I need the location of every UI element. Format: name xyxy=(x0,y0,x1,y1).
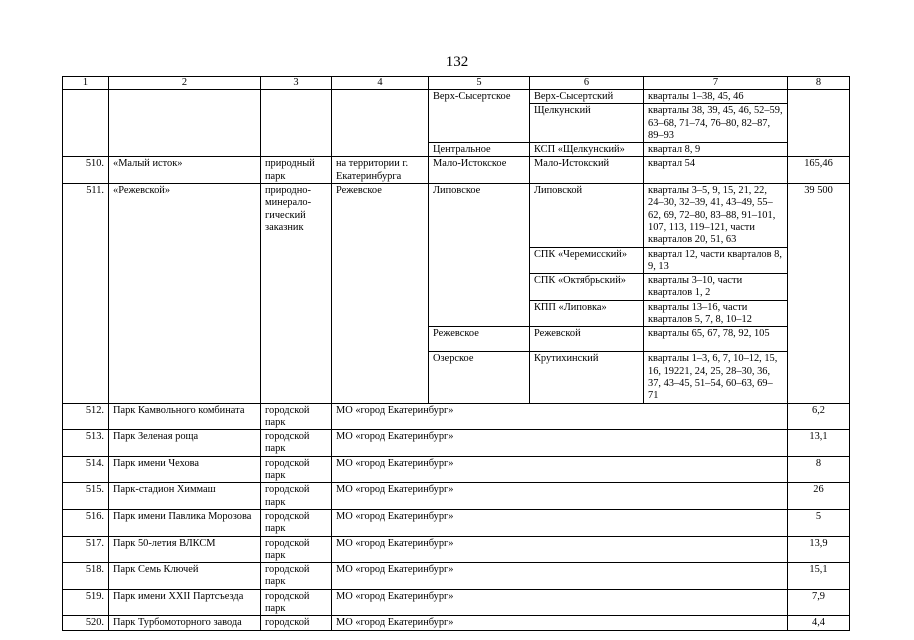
cell-name: Парк имени Павлика Морозова xyxy=(109,509,261,536)
cell-forestry: Липовское xyxy=(429,184,530,327)
cell-location: МО «город Екатеринбург» xyxy=(332,616,788,630)
cell-forestry: Озерское xyxy=(429,352,530,403)
cell-location: на территории г. Екатеринбурга xyxy=(332,157,429,184)
cell-number: 516. xyxy=(63,509,109,536)
cell-forestry: Мало-Истокское xyxy=(429,157,530,184)
cell-area: 7,9 xyxy=(788,589,850,616)
cell-location xyxy=(332,90,429,157)
table-row xyxy=(63,589,850,616)
cell-number: 513. xyxy=(63,430,109,457)
cell-name: Парк 50-летия ВЛКСМ xyxy=(109,536,261,563)
cell-district: КСП «Щелкунский» xyxy=(530,143,644,157)
table-row xyxy=(63,616,850,630)
cell-location: Режевское xyxy=(332,184,429,403)
cell-location: МО «город Екатеринбург» xyxy=(332,403,788,430)
cell-forestry: Режевское xyxy=(429,327,530,352)
cell-location: МО «город Екатеринбург» xyxy=(332,483,788,510)
header-cell: 1 xyxy=(63,77,109,90)
cell-name: Парк-стадион Химмаш xyxy=(109,483,261,510)
cell-area: 4,4 xyxy=(788,616,850,630)
cell-type: природно-минерало-гический заказник xyxy=(261,184,332,403)
cell-number xyxy=(63,90,109,157)
cell-type xyxy=(261,90,332,157)
header-cell: 5 xyxy=(429,77,530,90)
table-row xyxy=(63,563,850,590)
cell-quarters: квартал 54 xyxy=(644,157,788,184)
cell-area: 39 500 xyxy=(788,184,850,403)
cell-number: 510. xyxy=(63,157,109,184)
cell-quarters: кварталы 1–3, 6, 7, 10–12, 15, 16, 19221, 24, 25, 28–30, 36, 37, 43–45, 51–54, 60–63, 69–71 xyxy=(644,352,788,403)
cell-quarters: квартал 12, части кварталов 8, 9, 13 xyxy=(644,247,788,274)
cell-type: городской парк xyxy=(261,456,332,483)
cell-district: Крутихинский xyxy=(530,352,644,403)
cell-area: 13,9 xyxy=(788,536,850,563)
cell-area: 165,46 xyxy=(788,157,850,184)
cell-quarters: кварталы 1–38, 45, 46 xyxy=(644,90,788,104)
cell-name: Парк имени Чехова xyxy=(109,456,261,483)
cell-district: Липовской xyxy=(530,184,644,247)
page-number: 132 xyxy=(445,54,469,70)
cell-quarters: квартал 8, 9 xyxy=(644,143,788,157)
cell-forestry: Центральное xyxy=(429,143,530,157)
table-row xyxy=(63,456,850,483)
cell-area: 15,1 xyxy=(788,563,850,590)
table-row xyxy=(63,90,850,104)
cell-type: городской парк xyxy=(261,403,332,430)
cell-district: КПП «Липовка» xyxy=(530,300,644,327)
cell-name: Парк Зеленая роща xyxy=(109,430,261,457)
table-row xyxy=(63,483,850,510)
cell-number: 515. xyxy=(63,483,109,510)
cell-type: городской парк xyxy=(261,430,332,457)
table-row xyxy=(63,509,850,536)
cell-number: 519. xyxy=(63,589,109,616)
cell-number: 517. xyxy=(63,536,109,563)
cell-forestry: Верх-Сысертское xyxy=(429,90,530,143)
header-cell: 3 xyxy=(261,77,332,90)
table-row xyxy=(63,430,850,457)
cell-name: Парк имени XXII Партсъезда xyxy=(109,589,261,616)
cell-quarters: кварталы 65, 67, 78, 92, 105 xyxy=(644,327,788,352)
cell-name: «Режевской» xyxy=(109,184,261,403)
cell-name: Парк Турбомоторного завода xyxy=(109,616,261,630)
cell-quarters: кварталы 3–10, части кварталов 1, 2 xyxy=(644,274,788,301)
cell-area: 5 xyxy=(788,509,850,536)
cell-name: Парк Камвольного комбината xyxy=(109,403,261,430)
cell-number: 514. xyxy=(63,456,109,483)
cell-location: МО «город Екатеринбург» xyxy=(332,563,788,590)
cell-district: Верх-Сысертский xyxy=(530,90,644,104)
cell-number: 511. xyxy=(63,184,109,403)
cell-district: Мало-Истокский xyxy=(530,157,644,184)
cell-quarters: кварталы 13–16, части кварталов 5, 7, 8, 10–12 xyxy=(644,300,788,327)
cell-district: СПК «Октябрьский» xyxy=(530,274,644,301)
header-cell: 6 xyxy=(530,77,644,90)
cell-district: СПК «Черемисский» xyxy=(530,247,644,274)
cell-area: 13,1 xyxy=(788,430,850,457)
table-row xyxy=(63,157,850,184)
header-cell: 7 xyxy=(644,77,788,90)
cell-type: городской парк xyxy=(261,563,332,590)
header-cell: 2 xyxy=(109,77,261,90)
cell-district: Режевской xyxy=(530,327,644,352)
cell-location: МО «город Екатеринбург» xyxy=(332,536,788,563)
table-row xyxy=(63,184,850,247)
cell-location: МО «город Екатеринбург» xyxy=(332,589,788,616)
cell-type: городской парк xyxy=(261,536,332,563)
cell-number: 518. xyxy=(63,563,109,590)
header-cell: 4 xyxy=(332,77,429,90)
cell-location: МО «город Екатеринбург» xyxy=(332,430,788,457)
cell-quarters: кварталы 38, 39, 45, 46, 52–59, 63–68, 71–74, 76–80, 82–87, 89–93 xyxy=(644,104,788,143)
table-row xyxy=(63,536,850,563)
cell-type: городской xyxy=(261,616,332,630)
cell-area xyxy=(788,90,850,157)
header-row xyxy=(63,77,850,90)
cell-type: природный парк xyxy=(261,157,332,184)
cell-quarters: кварталы 3–5, 9, 15, 21, 22, 24–30, 32–39, 41, 43–49, 55–62, 69, 72–80, 83–88, 91–101, 107, 113, 119–121, части кварталов 20, 51, 63 xyxy=(644,184,788,247)
header-cell: 8 xyxy=(788,77,850,90)
cell-area: 26 xyxy=(788,483,850,510)
cell-area: 8 xyxy=(788,456,850,483)
cell-area: 6,2 xyxy=(788,403,850,430)
cell-type: городской парк xyxy=(261,589,332,616)
cell-type: городской парк xyxy=(261,483,332,510)
cell-location: МО «город Екатеринбург» xyxy=(332,509,788,536)
cell-location: МО «город Екатеринбург» xyxy=(332,456,788,483)
protected-areas-table xyxy=(62,76,850,631)
cell-number: 512. xyxy=(63,403,109,430)
cell-name: Парк Семь Ключей xyxy=(109,563,261,590)
table-row xyxy=(63,403,850,430)
cell-number: 520. xyxy=(63,616,109,630)
cell-name xyxy=(109,90,261,157)
cell-district: Щелкунский xyxy=(530,104,644,143)
cell-name: «Малый исток» xyxy=(109,157,261,184)
cell-type: городской парк xyxy=(261,509,332,536)
